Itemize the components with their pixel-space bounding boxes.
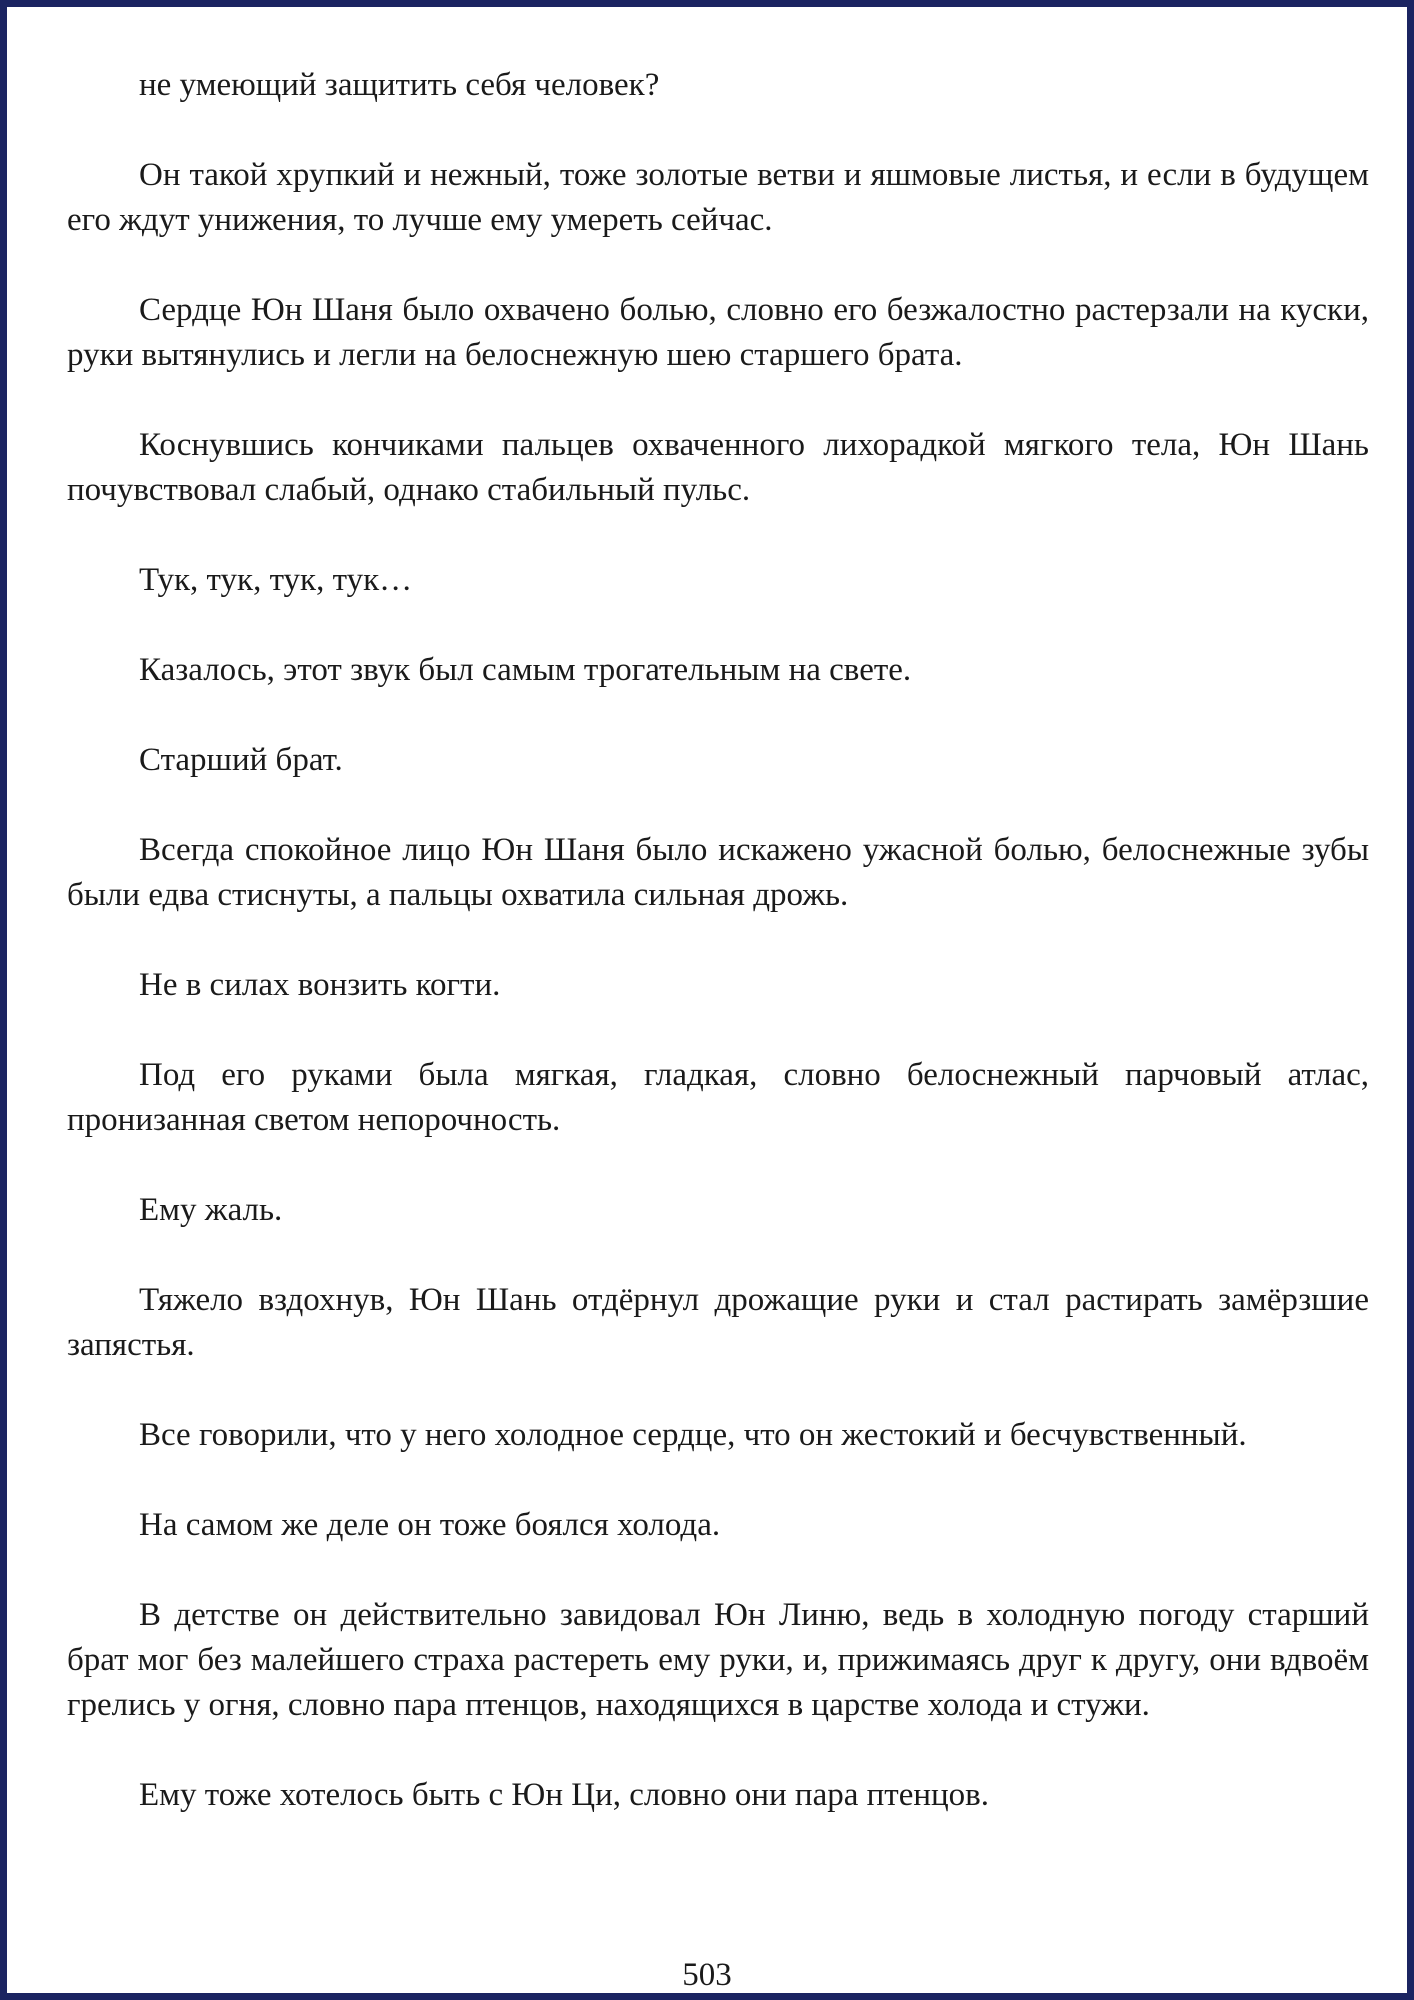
paragraph-11: Ему жаль.: [139, 1192, 283, 1228]
paragraph-4: Коснувшись кончиками пальцев охваченного лихорадкой мягкого тела, Юн Шань почувствовал слабый, однако стабильный пульс.: [67, 427, 1369, 508]
paragraph-13: Все говорили, что у него холодное сердце, что он жестокий и бесчувственный.: [139, 1417, 1247, 1453]
paragraph-6: Казалось, этот звук был самым трогательным на свете.: [139, 652, 912, 688]
page-text: [67, 63, 1369, 1818]
paragraph-9: Не в силах вонзить когти.: [139, 967, 501, 1003]
paragraph-5: Тук, тук, тук, тук…: [139, 562, 413, 598]
page-number: 503: [682, 1957, 732, 1993]
paragraph-8: Всегда спокойное лицо Юн Шаня было искажено ужасной болью, белоснежные зубы были едва стиснуты, а пальцы охватила сильная дрожь.: [67, 832, 1369, 913]
paragraph-7: Старший брат.: [139, 742, 343, 778]
paragraph-10: Под его руками была мягкая, гладкая, словно белоснежный парчовый атлас, пронизанная светом непорочность.: [67, 1057, 1369, 1138]
paragraph-3: Сердце Юн Шаня было охвачено болью, словно его безжалостно растерзали на куски, руки вытянулись и легли на белоснежную шею старшего брата.: [67, 292, 1369, 373]
paragraph-14: На самом же деле он тоже боялся холода.: [139, 1507, 721, 1543]
paragraph-1: не умеющий защитить себя человек?: [139, 67, 660, 103]
paragraph-2: Он такой хрупкий и нежный, тоже золотые ветви и яшмовые листья, и если в будущем его ждут унижения, то лучше ему умереть сейчас.: [67, 157, 1369, 238]
paragraph-15: В детстве он действительно завидовал Юн Линю, ведь в холодную погоду старший брат мог без малейшего страха растереть ему руки, и, прижимаясь друг к другу, они вдвоём грелись у огня, словно пара птенцов, находящихся в царстве холода и стужи.: [67, 1597, 1369, 1723]
paragraph-16: Ему тоже хотелось быть с Юн Ци, словно они пара птенцов.: [139, 1777, 989, 1813]
paragraph-12: Тяжело вздохнув, Юн Шань отдёрнул дрожащие руки и стал растирать замёрзшие запястья.: [67, 1282, 1369, 1363]
